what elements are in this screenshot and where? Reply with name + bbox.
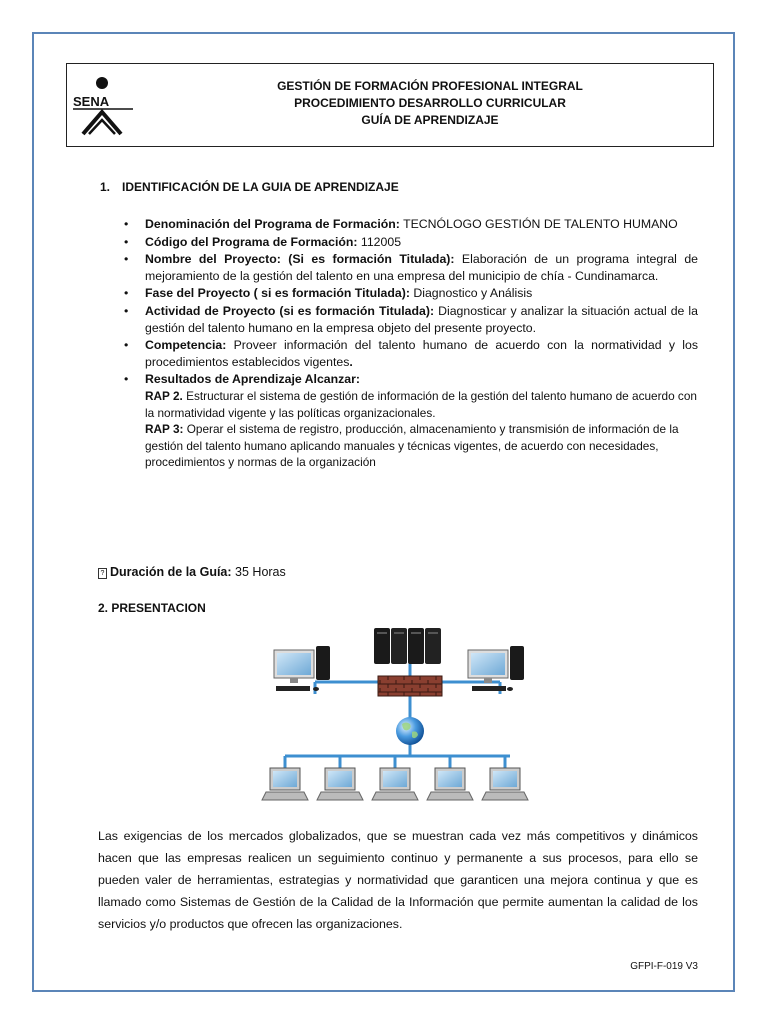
footer-code: GFPI-F-019 V3 [630, 961, 698, 972]
rap3-text [145, 421, 698, 471]
document-header [66, 63, 714, 147]
item-label: Nombre del Proyecto: (Si es formación Titulada): [145, 252, 455, 267]
list-item-denominacion [145, 216, 698, 233]
list-item-resultados [145, 371, 698, 471]
duracion-label: Duración de la Guía: [110, 565, 232, 579]
duracion-value: 35 Horas [231, 565, 286, 579]
identification-list [145, 216, 698, 472]
item-value: TECNÓLOGO GESTIÓN DE TALENTO HUMANO [399, 217, 678, 231]
network-illustration [260, 624, 532, 812]
section2-heading: 2. PRESENTACION [98, 601, 206, 615]
missing-glyph-icon: ? [98, 568, 107, 579]
rap3-body: Operar el sistema de registro, producción, almacenamiento y transmisión de información de la gestión del talento humano aplicando manuales y técnicas vigentes, de acuerdo con necesidades, procedimientos y normas de la organización [145, 422, 679, 470]
item-label: Denominación del Programa de Formación: [145, 217, 400, 231]
list-item-fase [145, 285, 698, 302]
presentacion-paragraph: Las exigencias de los mercados globalizados, que se muestran cada vez más competitivos y dinámicos hacen que las empresas realicen un seguimiento continuo y permanente a sus procesos, para ello se pueden valer de herramientas, estrategias y normatividad que garanticen una mejora continua y que es llamado como Sistemas de Gestión de la Calidad de la Información que permite aumentan la calidad de los servicios y/o productos que ofrecen las organizaciones. [98, 829, 698, 931]
list-item-codigo [145, 234, 698, 251]
rap2-body: Estructurar el sistema de gestión de información de la gestión del talento humano de acuerdo con la normatividad vigente y las políticas organizacionales. [145, 388, 697, 420]
item-value: Diagnostico y Análisis [409, 286, 533, 301]
item-value: 112005 [357, 234, 402, 249]
resultados-label: • Resultados de Aprendizaje Alcanzar: [145, 372, 361, 387]
header-title-line3: GUÍA DE APRENDIZAJE [361, 113, 499, 127]
item-value: Diagnosticar y analizar la situación actual de la gestión del talento humano en la empresa objeto del presente proyecto. [145, 303, 698, 335]
rap2-text [145, 388, 698, 421]
item-value: Proveer información del talento humano de acuerdo con la normatividad y los procedimientos establecidos vigentes [145, 338, 698, 369]
list-item-actividad [145, 303, 698, 336]
item-label: Código del Programa de Formación: [145, 234, 358, 249]
list-item-nombre-proyecto [145, 251, 698, 284]
duracion-line [98, 565, 286, 579]
section1-number: 1. [100, 180, 111, 194]
sena-logo [73, 74, 139, 140]
rap2-label: RAP 2. [145, 388, 183, 403]
header-title-line2: PROCEDIMIENTO DESARROLLO CURRICULAR [294, 96, 566, 110]
section1-heading [100, 180, 399, 194]
rap3-label: RAP 3: [145, 422, 184, 437]
item-label: Competencia: [145, 338, 227, 353]
item-suffix: . [349, 354, 353, 369]
item-value: Elaboración de un programa integral de mejoramiento de la gestión del talento en una empresa del municipio de chía - Cundinamarca. [145, 252, 699, 283]
item-label: Actividad de Proyecto (si es formación Titulada): [145, 303, 435, 318]
list-item-competencia [145, 337, 698, 370]
header-title-line1: GESTIÓN DE FORMACIÓN PROFESIONAL INTEGRAL [277, 79, 583, 93]
svg-text:SENA: SENA [73, 94, 110, 109]
section1-title: IDENTIFICACIÓN DE LA GUIA DE APRENDIZAJE [122, 180, 399, 194]
item-label: Fase del Proyecto ( si es formación Titulada): [145, 286, 410, 301]
